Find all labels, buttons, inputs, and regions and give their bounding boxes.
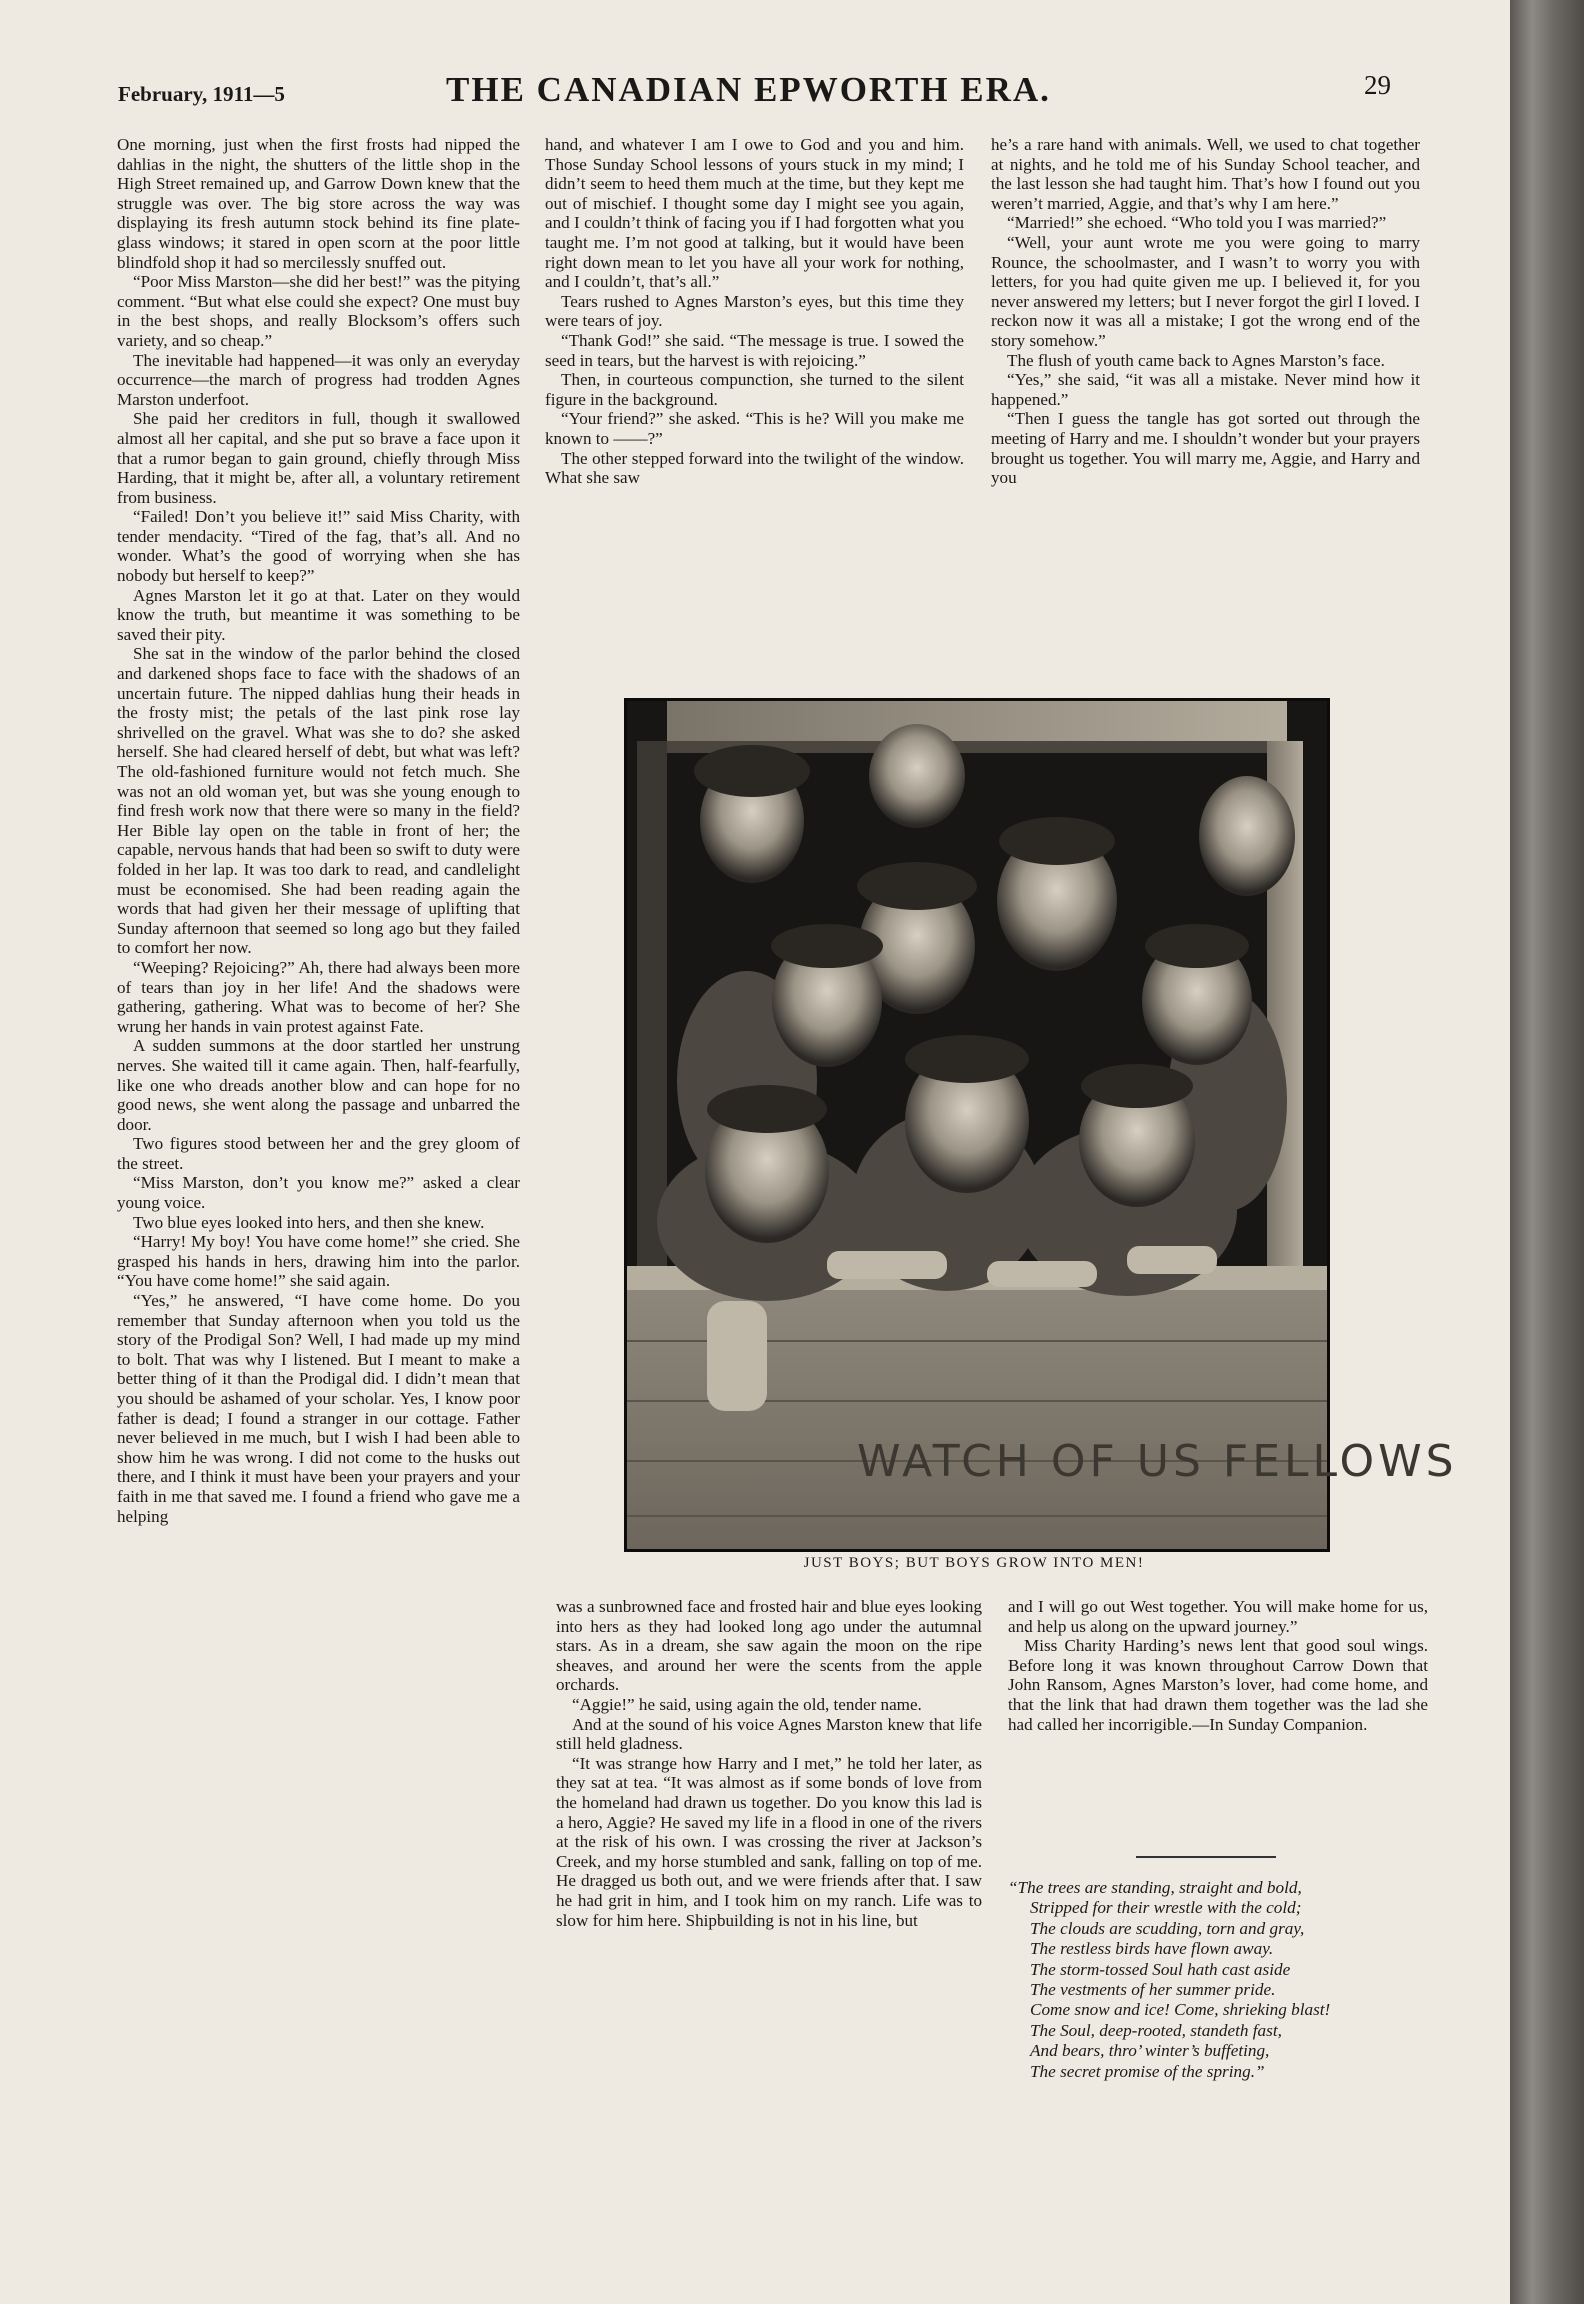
- issue-date: February, 1911—5: [118, 82, 285, 106]
- paragraph: “Thank God!” she said. “The message is true. I sowed the seed in tears, but the harvest is with rejoicing.”: [545, 330, 964, 370]
- paragraph: “Miss Marston, don’t you know me?” asked a clear young voice.: [117, 1173, 520, 1213]
- paragraph: Then, in courteous compunction, she turned to the silent figure in the background.: [545, 370, 964, 409]
- paragraph: And at the sound of his voice Agnes Marston knew that life still held gladness.: [556, 1714, 982, 1754]
- paragraph: was a sunbrowned face and frosted hair and blue eyes looking into hers as they had looked long ago under the autumnal stars. As in a dream, she saw again the moon on the ripe sheaves, and around her were the scents from the apple orchards.: [556, 1597, 982, 1695]
- paragraph: “Well, your aunt wrote me you were going to marry Rounce, the schoolmaster, and I wasn’t to worry you with letters, for you had quite given me up. I believed it, for you never answered my letters; but I never forgot the girl I loved. I reckon now it was all a mistake; I got the wrong end of the story somehow.”: [991, 232, 1420, 350]
- poem-line: The Soul, deep-rooted, standeth fast,: [1030, 2020, 1282, 2040]
- poem-line: And bears, thro’ winter’s buffeting,: [1030, 2041, 1270, 2061]
- paragraph: Miss Charity Harding’s news lent that good soul wings. Before long it was known throughout Carrow Down that John Ransom, Agnes Marston’s lover, had come home, and that the link that had drawn them together was the lad she had called her incorrigible.—In Sunday Companion.: [1008, 1636, 1428, 1734]
- paragraph: “Harry! My boy! You have come home!” she cried. She grasped his hands in hers, drawing him into the parlor. “You have come home!” she said again.: [117, 1232, 520, 1291]
- paragraph: Two blue eyes looked into hers, and then she knew.: [133, 1212, 485, 1232]
- paragraph: Tears rushed to Agnes Marston’s eyes, but this time they were tears of joy.: [545, 291, 964, 331]
- paragraph: She paid her creditors in full, though it swallowed almost all her capital, and she put so brave a face upon it that a rumor began to gain ground, chiefly through Miss Harding, that it might be, after all, a voluntary retirement from business.: [117, 409, 520, 507]
- paragraph: A sudden summons at the door startled her unstrung nerves. She waited till it came again. Then, half-fearfully, like one who dreads another blow and can hope for no good news, she went along the passage and unbarred the door.: [117, 1036, 520, 1134]
- page-number: 29: [1364, 70, 1391, 100]
- paragraph: “Failed! Don’t you believe it!” said Miss Charity, with tender mendacity. “Tired of the fag, that’s all. And no wonder. What’s the good of worrying when she has nobody but herself to keep?”: [117, 507, 520, 586]
- poem: [1008, 1878, 1428, 2178]
- paragraph: The inevitable had happened—it was only an everyday occurrence—the march of progress had trodden Agnes Marston underfoot.: [117, 350, 520, 409]
- story-column-1: [117, 135, 520, 2260]
- sign-chalk-text: WATCH OF US FELLOWS: [857, 1436, 1458, 1487]
- paragraph: “Yes,” he answered, “I have come home. Do you remember that Sunday afternoon when you told us the story of the Prodigal Son? Well, I had made up my mind to bolt. That was why I listened. But I meant to make a better thing of it than the Prodigal did. I didn’t mean that you should be ashamed of your scholar. Yes, I know poor father is dead; I found a stranger in our cottage. Father never believed in me much, but I wish I had been able to show him he was wrong. I did not come to the husks out there, and I think it must have been your prayers and your faith in me that saved me. I found a friend who gave me a helping: [117, 1291, 520, 1526]
- story-column-3-bottom: [1008, 1597, 1428, 1829]
- paragraph: Two figures stood between her and the grey gloom of the street.: [117, 1134, 520, 1173]
- paragraph: “Weeping? Rejoicing?” Ah, there had always been more of tears than joy in her life! And the shadows were gathering, gathering. What was to become of her? She wrung her hands in vain protest against Fate.: [117, 957, 520, 1036]
- poem-line: The restless birds have flown away.: [1030, 1939, 1274, 1959]
- paragraph: “Yes,” she said, “it was all a mistake. Never mind how it happened.”: [991, 370, 1420, 409]
- poem-line: Stripped for their wrestle with the cold;: [1030, 1898, 1302, 1918]
- paragraph: hand, and whatever I am I owe to God and you and him. Those Sunday School lessons of yours stuck in my mind; I didn’t seem to heed them much at the time, but they kept me out of mischief. I thought some day I might see you again, and I couldn’t think of facing you if I had forgotten what you taught me. I’m not good at talking, but it would have been right down mean to let you have all your work for nothing, and I couldn’t, that’s all.”: [545, 135, 964, 292]
- paragraph: “Aggie!” he said, using again the old, tender name.: [572, 1694, 922, 1714]
- paragraph: The flush of youth came back to Agnes Marston’s face.: [1007, 350, 1385, 370]
- paragraph: “It was strange how Harry and I met,” he told her later, as they sat at tea. “It was almost as if some bonds of love from the homeland had drawn us together. Do you know this lad is a hero, Aggie? He saved my life in a flood in one of the rivers at the risk of his own. I was crossing the river at Jackson’s Creek, and my horse stumbled and sank, falling on top of me. He dragged us both out, and we were friends after that. I saw he had grit in him, and I took him on my ranch. Life was to slow for him here. Shipbuilding is not in his line, but: [556, 1753, 982, 1930]
- paragraph: One morning, just when the first frosts had nipped the dahlias in the night, the shutters of the little shop in the High Street remained up, and Garrow Down knew that the struggle was over. The big store across the way was displaying its fresh autumn stock behind its fine plate-glass windows; it stared in open scorn at the poor little blindfold shop it had so mercilessly snuffed out.: [117, 135, 520, 272]
- paragraph: “Poor Miss Marston—she did her best!” was the pitying comment. “But what else could she expect? One must buy in the best shops, and really Blocksom’s offers such variety, and so cheap.”: [117, 272, 520, 350]
- paragraph: The other stepped forward into the twilight of the window. What she saw: [545, 448, 964, 488]
- poem-line: The vestments of her summer pride.: [1030, 1980, 1276, 2000]
- boys-in-window-photo: [624, 698, 1458, 1552]
- poem-line: The storm-tossed Soul hath cast aside: [1030, 1959, 1291, 1979]
- paragraph: She sat in the window of the parlor behind the closed and darkened shops face to face with the shadows of an uncertain future. The nipped dahlias hung their heads in the frosty mist; the petals of the last pink rose lay shrivelled on the gravel. What was she to do? she asked herself. She had cleared herself of debt, but what was left? The old-fashioned furniture would not fetch much. She was not an old woman yet, but was she young enough to find fresh work now that there were so many in the field? Her Bible lay open on the table in front of her; the capable, nervous hands that had been so swift to duty were folded in her lap. It was too dark to read, and candlelight must be economised. She had been reading again the words that had given her their message of uplifting that Sunday afternoon that seemed so long ago but they failed to comfort her now.: [117, 644, 520, 958]
- story-column-2-bottom: [556, 1597, 982, 2260]
- book-binding-edge: [1510, 0, 1584, 2304]
- masthead-title: THE CANADIAN EPWORTH ERA.: [446, 70, 1051, 109]
- story-column-3-top: [991, 135, 1420, 670]
- paragraph: he’s a rare hand with animals. Well, we used to chat together at nights, and he told me of his Sunday School teacher, and the last lesson she had taught him. That’s how I found out you weren’t married, Aggie, and that’s why I am here.”: [991, 135, 1420, 213]
- poem-line: “The trees are standing, straight and bold,: [1008, 1878, 1302, 1897]
- poem-line: The clouds are scudding, torn and gray,: [1030, 1918, 1305, 1938]
- photo-caption: JUST BOYS; BUT BOYS GROW INTO MEN!: [803, 1555, 1145, 1571]
- paragraph: “Your friend?” she asked. “This is he? Will you make me known to ——?”: [545, 409, 964, 448]
- poem-line: Come snow and ice! Come, shrieking blast!: [1030, 2000, 1331, 2020]
- story-column-2-top: [545, 135, 964, 670]
- paragraph: and I will go out West together. You will make home for us, and help us along on the upward journey.”: [1008, 1597, 1428, 1636]
- section-divider: [1136, 1856, 1276, 1858]
- paragraph: “Married!” she echoed. “Who told you I was married?”: [1007, 213, 1387, 233]
- paragraph: Agnes Marston let it go at that. Later on they would know the truth, but meantime it was something to be saved their pity.: [117, 585, 520, 644]
- paragraph: “Then I guess the tangle has got sorted out through the meeting of Harry and me. I shouldn’t wonder but your prayers brought us together. You will marry me, Aggie, and Harry and you: [991, 409, 1420, 488]
- poem-line: The secret promise of the spring.”: [1030, 2061, 1265, 2081]
